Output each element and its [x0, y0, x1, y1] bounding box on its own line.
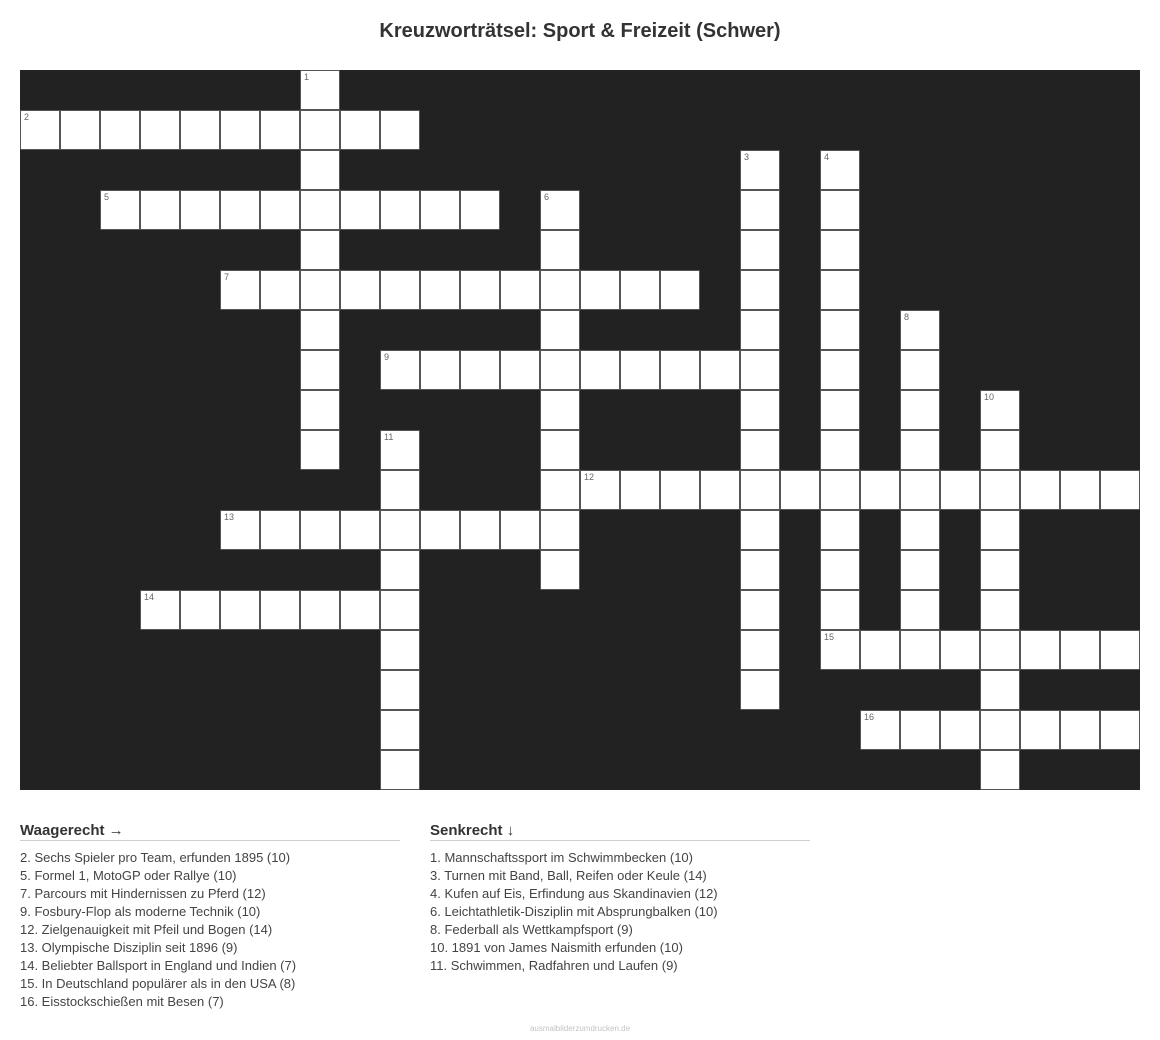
grid-cell[interactable]	[500, 510, 540, 550]
grid-cell[interactable]	[1100, 470, 1140, 510]
grid-cell[interactable]	[220, 270, 260, 310]
down-clue-list	[430, 849, 810, 975]
grid-cell[interactable]	[420, 190, 460, 230]
grid-cell[interactable]	[900, 470, 940, 510]
grid-cell[interactable]	[820, 430, 860, 470]
grid-cell[interactable]	[740, 150, 780, 190]
grid-cell[interactable]	[1060, 470, 1100, 510]
grid-cell[interactable]	[380, 270, 420, 310]
down-clue: 1. Mannschaftssport im Schwimmbecken (10)	[430, 850, 693, 865]
grid-cell[interactable]	[540, 230, 580, 270]
grid-cell[interactable]	[900, 310, 940, 350]
down-clue: 8. Federball als Wettkampfsport (9)	[430, 922, 633, 937]
across-clue: 13. Olympische Disziplin seit 1896 (9)	[20, 940, 238, 955]
grid-cell[interactable]	[660, 270, 700, 310]
grid-cell[interactable]	[300, 430, 340, 470]
grid-cell[interactable]	[820, 270, 860, 310]
grid-cell[interactable]	[460, 510, 500, 550]
grid-cell[interactable]	[980, 510, 1020, 550]
grid-cell[interactable]	[820, 390, 860, 430]
grid-cell[interactable]	[820, 510, 860, 550]
grid-cell[interactable]	[300, 270, 340, 310]
grid-cell[interactable]	[820, 190, 860, 230]
grid-cell[interactable]	[540, 430, 580, 470]
across-clue: 14. Beliebter Ballsport in England und Indien (7)	[20, 958, 297, 973]
grid-cell[interactable]	[980, 590, 1020, 630]
down-clue: 11. Schwimmen, Radfahren und Laufen (9)	[430, 958, 678, 973]
grid-cell[interactable]	[740, 430, 780, 470]
clue-number: 9	[384, 352, 390, 362]
clue-number: 2	[24, 112, 30, 122]
grid-cell[interactable]	[660, 350, 700, 390]
clue-number: 11	[384, 432, 394, 442]
across-clue-list	[20, 849, 400, 1011]
grid-cell[interactable]	[900, 710, 940, 750]
across-clue: 7. Parcours mit Hindernissen zu Pferd (12)	[20, 886, 266, 901]
grid-cell[interactable]	[980, 430, 1020, 470]
grid-cell[interactable]	[140, 590, 180, 630]
grid-cell[interactable]	[820, 310, 860, 350]
page-title: Kreuzworträtsel: Sport & Freizeit (Schwer)	[379, 20, 781, 42]
clue-number: 12	[584, 472, 595, 482]
grid-cell[interactable]	[740, 350, 780, 390]
clue-number: 10	[984, 392, 995, 402]
grid-cell[interactable]	[540, 190, 580, 230]
grid-cell[interactable]	[740, 310, 780, 350]
grid-cell[interactable]	[300, 510, 340, 550]
grid-cell[interactable]	[940, 630, 980, 670]
grid-cell[interactable]	[220, 510, 260, 550]
grid-cell[interactable]	[540, 390, 580, 430]
grid-cell[interactable]	[1100, 630, 1140, 670]
grid-cell[interactable]	[900, 630, 940, 670]
grid-cell[interactable]	[380, 350, 420, 390]
grid-cell[interactable]	[940, 710, 980, 750]
grid-cell[interactable]	[860, 710, 900, 750]
clue-number: 4	[824, 152, 830, 162]
grid-cell[interactable]	[900, 390, 940, 430]
grid-cell[interactable]	[940, 470, 980, 510]
grid-cell[interactable]	[980, 750, 1020, 790]
grid-cell[interactable]	[220, 190, 260, 230]
grid-cell[interactable]	[140, 110, 180, 150]
grid-cell[interactable]	[300, 390, 340, 430]
clue-number: 13	[224, 512, 235, 522]
grid-cell[interactable]	[540, 510, 580, 550]
grid-cell[interactable]	[500, 350, 540, 390]
grid-cell[interactable]	[580, 270, 620, 310]
grid-cell[interactable]	[820, 150, 860, 190]
grid-cell[interactable]	[180, 590, 220, 630]
grid-cell[interactable]	[540, 310, 580, 350]
grid-cell[interactable]	[980, 670, 1020, 710]
grid-cell[interactable]	[260, 510, 300, 550]
grid-cell[interactable]	[380, 470, 420, 510]
grid-cell[interactable]	[1060, 630, 1100, 670]
grid-cell[interactable]	[540, 350, 580, 390]
grid-cell[interactable]	[420, 510, 460, 550]
grid-cell[interactable]	[420, 350, 460, 390]
grid-cell[interactable]	[700, 350, 740, 390]
grid-cell[interactable]	[860, 470, 900, 510]
grid-cell[interactable]	[20, 110, 60, 150]
grid-cell[interactable]	[300, 190, 340, 230]
grid-cell[interactable]	[980, 550, 1020, 590]
clue-number: 1	[304, 72, 310, 82]
grid-cell[interactable]	[1020, 630, 1060, 670]
grid-cell[interactable]	[820, 470, 860, 510]
grid-cell[interactable]	[220, 110, 260, 150]
grid-cell[interactable]	[460, 270, 500, 310]
grid-cell[interactable]	[300, 230, 340, 270]
grid-cell[interactable]	[820, 350, 860, 390]
grid-cell[interactable]	[260, 110, 300, 150]
grid-cell[interactable]	[260, 590, 300, 630]
across-clue: 2. Sechs Spieler pro Team, erfunden 1895 (10)	[20, 850, 291, 865]
grid-cell[interactable]	[340, 270, 380, 310]
grid-cell[interactable]	[620, 350, 660, 390]
grid-cell[interactable]	[380, 750, 420, 790]
down-clue: 4. Kufen auf Eis, Erfindung aus Skandinavien (12)	[430, 886, 718, 901]
across-clue: 12. Zielgenauigkeit mit Pfeil und Bogen (14)	[20, 922, 273, 937]
grid-cell[interactable]	[380, 110, 420, 150]
grid-cell[interactable]	[300, 110, 340, 150]
grid-cell[interactable]	[460, 350, 500, 390]
grid-cell[interactable]	[500, 270, 540, 310]
grid-cell[interactable]	[540, 550, 580, 590]
grid-cell[interactable]	[60, 110, 100, 150]
grid-cell[interactable]	[380, 590, 420, 630]
grid-cell[interactable]	[380, 630, 420, 670]
grid-cell[interactable]	[340, 110, 380, 150]
grid-cell[interactable]	[740, 390, 780, 430]
grid-cell[interactable]	[900, 590, 940, 630]
grid-cell[interactable]	[380, 670, 420, 710]
grid-cell[interactable]	[100, 190, 140, 230]
grid-cell[interactable]	[540, 470, 580, 510]
across-heading: Waagerecht →	[20, 822, 400, 841]
grid-cell[interactable]	[420, 270, 460, 310]
grid-cell[interactable]	[900, 430, 940, 470]
grid-cell[interactable]	[780, 470, 820, 510]
grid-cell[interactable]	[340, 190, 380, 230]
down-heading: Senkrecht ↓	[430, 822, 810, 841]
grid-cell[interactable]	[300, 70, 340, 110]
clue-number: 8	[904, 312, 910, 322]
grid-cell[interactable]	[380, 510, 420, 550]
grid-cell[interactable]	[100, 110, 140, 150]
grid-cell[interactable]	[380, 550, 420, 590]
grid-cell[interactable]	[980, 390, 1020, 430]
grid-cell[interactable]	[900, 350, 940, 390]
clue-number: 16	[864, 712, 875, 722]
grid-cell[interactable]	[380, 190, 420, 230]
clue-number: 7	[224, 272, 230, 282]
grid-cell[interactable]	[140, 190, 180, 230]
clue-number: 15	[824, 632, 835, 642]
grid-cell[interactable]	[740, 470, 780, 510]
grid-cell[interactable]	[980, 710, 1020, 750]
grid-cell[interactable]	[1020, 710, 1060, 750]
grid-cell[interactable]	[180, 110, 220, 150]
grid-cell[interactable]	[740, 670, 780, 710]
grid-cell[interactable]	[580, 350, 620, 390]
grid-cell[interactable]	[620, 470, 660, 510]
across-clue: 9. Fosbury-Flop als moderne Technik (10)	[20, 904, 261, 919]
grid-cell[interactable]	[1060, 710, 1100, 750]
grid-cell[interactable]	[900, 510, 940, 550]
grid-cell[interactable]	[1020, 470, 1060, 510]
grid-cell[interactable]	[980, 470, 1020, 510]
grid-cell[interactable]	[620, 270, 660, 310]
grid-cell[interactable]	[220, 590, 260, 630]
down-clue: 3. Turnen mit Band, Ball, Reifen oder Keule (14)	[430, 868, 707, 883]
grid-cell[interactable]	[820, 630, 860, 670]
grid-cell[interactable]	[580, 470, 620, 510]
clue-number: 3	[744, 152, 750, 162]
grid-cell[interactable]	[340, 590, 380, 630]
across-clue: 15. In Deutschland populärer als in den USA (8)	[20, 976, 296, 991]
clue-number: 14	[144, 592, 155, 602]
down-clue: 6. Leichtathletik-Disziplin mit Absprungbalken (10)	[430, 904, 718, 919]
grid-cell[interactable]	[460, 190, 500, 230]
grid-cell[interactable]	[300, 590, 340, 630]
grid-cell[interactable]	[380, 430, 420, 470]
down-clue: 10. 1891 von James Naismith erfunden (10)	[430, 940, 683, 955]
grid-cell[interactable]	[700, 470, 740, 510]
grid-cell[interactable]	[1100, 710, 1140, 750]
footer-source: ausmalbilderzumdrucken.de	[529, 1024, 631, 1033]
grid-cell[interactable]	[820, 590, 860, 630]
grid-cell[interactable]	[540, 270, 580, 310]
grid-cell[interactable]	[300, 310, 340, 350]
across-clue: 5. Formel 1, MotoGP oder Rallye (10)	[20, 868, 237, 883]
grid-cell[interactable]	[260, 190, 300, 230]
crossword-grid	[20, 70, 1140, 790]
clue-number: 5	[104, 192, 110, 202]
grid-cell[interactable]	[980, 630, 1020, 670]
grid-cell[interactable]	[180, 190, 220, 230]
across-clue: 16. Eisstockschießen mit Besen (7)	[20, 994, 224, 1009]
grid-cell[interactable]	[300, 150, 340, 190]
grid-cell[interactable]	[260, 270, 300, 310]
grid-cell[interactable]	[660, 470, 700, 510]
grid-cell[interactable]	[820, 550, 860, 590]
grid-cell[interactable]	[380, 710, 420, 750]
grid-cell[interactable]	[740, 630, 780, 670]
grid-cell[interactable]	[740, 510, 780, 550]
grid-cell[interactable]	[820, 230, 860, 270]
across-clues-section	[20, 822, 400, 1011]
grid-cell[interactable]	[740, 550, 780, 590]
grid-cell[interactable]	[740, 270, 780, 310]
grid-cell[interactable]	[300, 350, 340, 390]
grid-cell[interactable]	[740, 190, 780, 230]
grid-cell[interactable]	[740, 230, 780, 270]
grid-cell[interactable]	[860, 630, 900, 670]
down-clues-section	[430, 822, 810, 975]
clue-number: 6	[544, 192, 550, 202]
grid-cell[interactable]	[900, 550, 940, 590]
grid-cell[interactable]	[740, 590, 780, 630]
grid-cell[interactable]	[340, 510, 380, 550]
